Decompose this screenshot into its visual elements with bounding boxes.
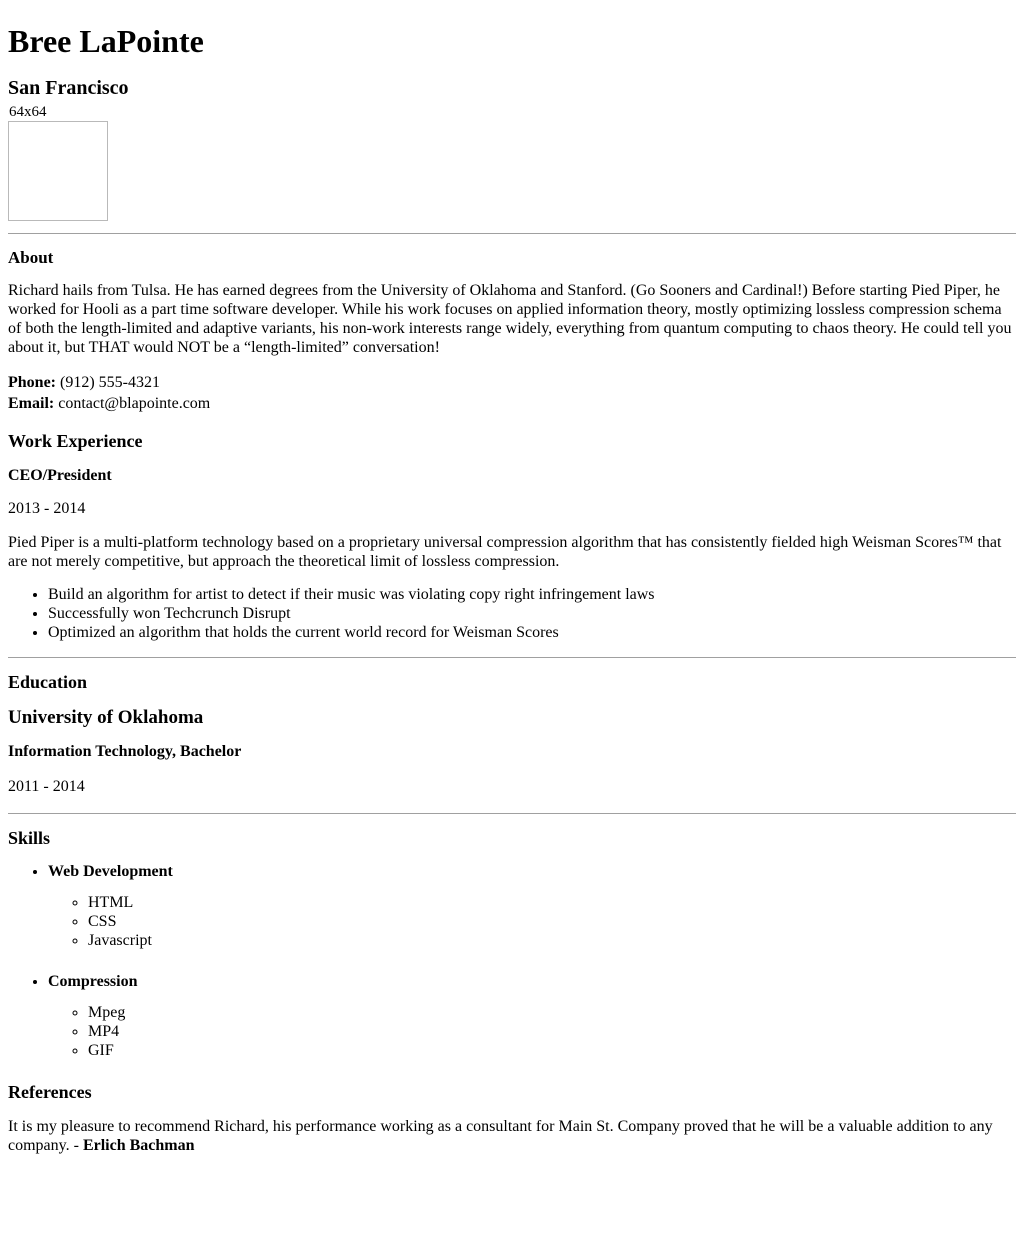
location-subtitle: San Francisco [8, 77, 129, 100]
avatar [8, 104, 108, 221]
about-heading: About [8, 248, 54, 268]
references-heading: References [8, 1082, 92, 1103]
education-heading: Education [8, 671, 88, 692]
skill-group [48, 863, 1016, 951]
reference-author: Erlich Bachman [82, 1136, 195, 1154]
about-body: Richard hails from Tulsa. He has earned degrees from the University of Oklahoma and Stanford. (Go Sooners and Cardinal!) Before starting Pied Piper, he worked for Hooli as a part time software developer. While his work focuses on applied information theory, mostly optimizing lossless compression schema of both the length-limited and adaptive variants, his non-work interests range widely, everything from quantum computing to chaos theory. He could tell you about it, but THAT would NOT be a “length-limited” conversation! [8, 282, 1012, 356]
phone-row [8, 374, 1016, 393]
list-item: • Build an algorithm for artist to detect if their music was violating copy right infringement laws [48, 586, 1016, 605]
page-title: Bree LaPointe [8, 23, 204, 59]
email-label: Email: [8, 394, 55, 412]
education-dates: 2011 - 2014 [8, 778, 85, 796]
degree-name: Information Technology, Bachelor [8, 743, 242, 761]
skills-list [8, 863, 1016, 1060]
list-item: ◦ Mpeg [88, 1004, 1016, 1023]
list-item: ◦ MP4 [88, 1023, 1016, 1042]
job-title: CEO/President [8, 466, 112, 484]
divider-skills [8, 813, 1016, 814]
divider-education [8, 657, 1016, 658]
work-experience-heading: Work Experience [8, 431, 143, 452]
email-value: contact@blapointe.com [58, 394, 211, 412]
skill-group [48, 973, 1016, 1061]
skill-group-items [48, 894, 1016, 951]
phone-label: Phone: [8, 373, 56, 391]
list-item: ◦ HTML [88, 894, 1016, 913]
list-item: • Optimized an algorithm that holds the current world record for Weisman Scores [48, 624, 1016, 643]
contact-block [8, 374, 1016, 414]
list-item: ◦ CSS [88, 913, 1016, 932]
skill-group-label: Compression [48, 972, 138, 990]
list-item: • Successfully won Techcrunch Disrupt [48, 605, 1016, 624]
phone-value: (912) 555-4321 [60, 373, 160, 391]
email-row [8, 395, 1016, 414]
list-item: ◦ Javascript [88, 932, 1016, 951]
avatar-alt-text: 64x64 [9, 104, 47, 121]
list-item: ◦ GIF [88, 1042, 1016, 1061]
skill-group-label: Web Development [48, 863, 173, 881]
skills-heading: Skills [8, 828, 51, 849]
reference-quote-text: It is my pleasure to recommend Richard, his performance working as a consultant for Main St. Company proved that he will be a valuable addition to any company. - [8, 1117, 993, 1154]
skill-group-items [48, 1004, 1016, 1061]
reference-quote [8, 1118, 1016, 1156]
job-achievements-list [8, 586, 1016, 643]
school-name: University of Oklahoma [8, 707, 204, 729]
divider-top [8, 233, 1016, 234]
job-description: Pied Piper is a multi-platform technology based on a proprietary universal compression algorithm that has consistently fielded high Weisman Scores™ that are not merely competitive, but approach the theoretical limit of lossless compression. [8, 534, 1002, 571]
job-dates: 2013 - 2014 [8, 499, 86, 517]
